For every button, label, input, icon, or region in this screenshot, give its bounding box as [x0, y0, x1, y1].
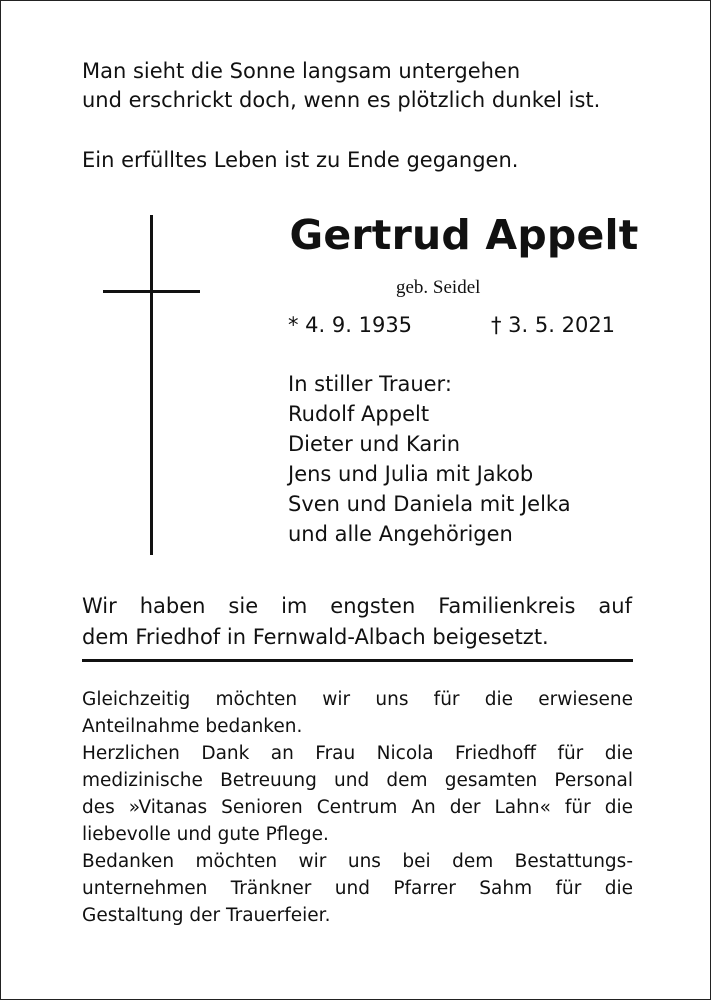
thanks-line: des »Vitanas Senioren Centrum An der Lahn« für die: [82, 797, 633, 818]
burial-note: [82, 591, 632, 653]
verse-line: und erschrickt doch, wenn es plötzlich dunkel ist.: [82, 88, 601, 112]
death-date: † 3. 5. 2021: [491, 313, 616, 337]
mourners-heading: In stiller Trauer:: [288, 372, 452, 396]
verse-line: Man sieht die Sonne langsam untergehen: [82, 59, 521, 83]
thanks-line: Anteilnahme bedanken.: [82, 716, 303, 737]
maiden-name: geb. Seidel: [396, 277, 481, 298]
mourner: Dieter und Karin: [288, 432, 461, 456]
burial-line: Wir haben sie im engsten Familienkreis auf: [82, 594, 632, 618]
thanks-line: Gestaltung der Trauerfeier.: [82, 905, 331, 926]
thanks-line: Gleichzeitig möchten wir uns für die erwiesene: [82, 689, 633, 710]
mourners-list: [288, 369, 571, 549]
thanks-text: [82, 686, 633, 929]
verse: [82, 57, 600, 115]
birth-date: * 4. 9. 1935: [288, 313, 413, 337]
burial-line: dem Friedhof in Fernwald-Albach beigesetzt.: [82, 625, 549, 649]
mourner: Jens und Julia mit Jakob: [288, 462, 534, 486]
mourner: Sven und Daniela mit Jelka: [288, 492, 571, 516]
lead-text: Ein erfülltes Leben ist zu Ende gegangen.: [82, 148, 519, 172]
thanks-line: Bedanken möchten wir uns bei dem Bestattungs-: [82, 851, 633, 872]
cross-icon: [150, 215, 153, 555]
mourner: und alle Angehörigen: [288, 522, 513, 546]
cross-icon-bar: [103, 290, 200, 293]
mourner: Rudolf Appelt: [288, 402, 430, 426]
thanks-line: medizinische Betreuung und dem gesamten Personal: [82, 770, 633, 791]
thanks-line: unternehmen Tränkner und Pfarrer Sahm für die: [82, 878, 633, 899]
deceased-name: Gertrud Appelt: [289, 211, 639, 259]
thanks-line: liebevolle und gute Pflege.: [82, 824, 329, 845]
thanks-line: Herzlichen Dank an Frau Nicola Friedhoff für die: [82, 743, 633, 764]
divider: [82, 659, 633, 662]
